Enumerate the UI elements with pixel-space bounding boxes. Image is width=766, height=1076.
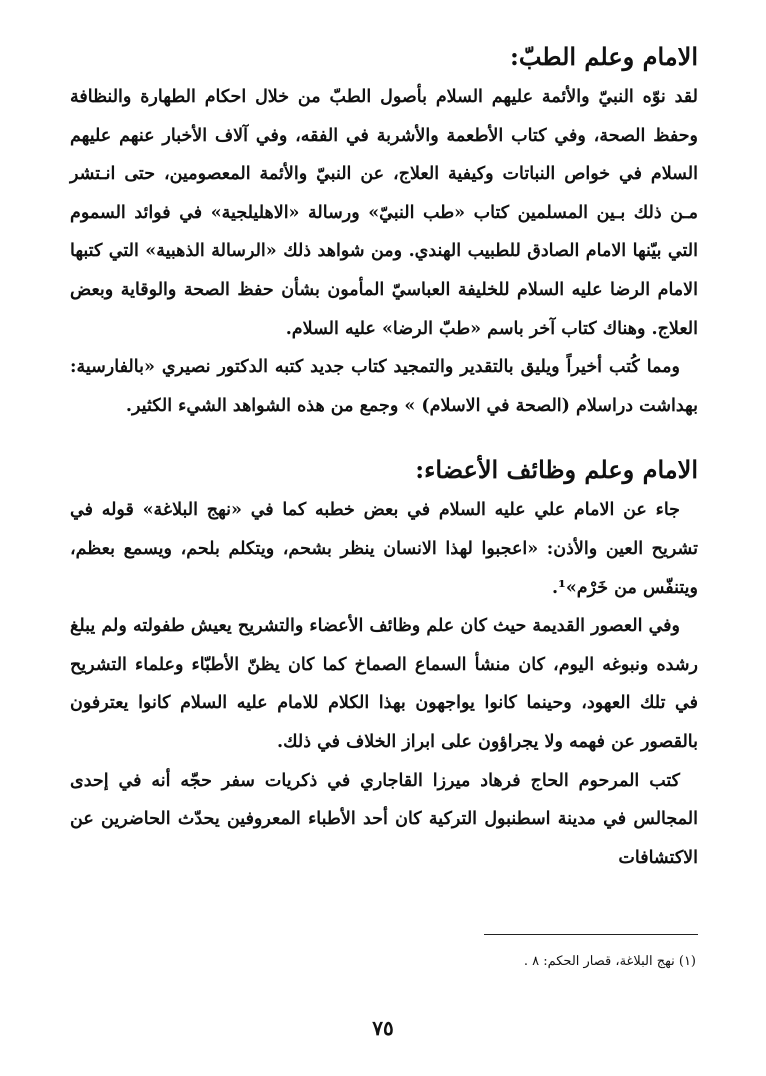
paragraph: وفي العصور القديمة حيث كان علم وظائف الأعضاء والتشريح يعيش طفولته ولم يبلغ رشده ونبوغه اليوم، كان منشأ السماع الصماخ كما كان يظنّ الأطبّاء وعلماء التشريح في تلك العهود، وحينما كانوا يواجهون بهذا الكلام للامام عليه السلام كانوا يعترفون بالقصور عن فهمه ولا يجراؤون على ابراز الخلاف في ذلك. [70,616,698,752]
section-heading-medicine: الامام وعلم الطبّ: [509,42,698,71]
paragraph: كتب المرحوم الحاج فرهاد ميرزا القاجاري في ذكريات سفر حجّه أنه في إحدى المجالس في مدينة اسطنبول التركية كان أحد الأطباء المعروفين يحدّث الحاضرين عن الاكتشافات [70,770,698,868]
footnote-divider [484,934,698,935]
paragraph: جاء عن الامام علي عليه السلام في بعض خطبه كما في «نهج البلاغة» قوله في تشريح العين والأذن: «اعجبوا لهذا الانسان ينظر بشحم، ويتكلم بلحم، ويسمع بعظم، ويتنفّس من خَرْم»¹. [70,500,698,598]
paragraph: ومما كُتب أخيراً ويليق بالتقدير والتمجيد كتاب جديد كتبه الدكتور نصيري «بالفارسية: بهداشت دراسلام (الصحة في الاسلام) » وجمع من هذه الشواهد الشيء الكثير. [70,357,698,416]
section-heading-physiology: الامام وعلم وظائف الأعضاء: [415,455,698,485]
paragraph: لقد نوّه النبيّ والأئمة عليهم السلام بأصول الطبّ من خلال احكام الطهارة والنظافة وحفظ الصحة، وفي كتاب الأطعمة والأشربة في الفقه، وفي آلاف الأخبار عنهم عليهم السلام في خواص النباتات وكيفية العلاج، عن النبيّ والأئمة المعصومين، حتى انـتشر مـن ذلك بـين المسلمين كتاب «طب النبيّ» ورسالة «الاهليلجية» في فوائد السموم التي بيّنها الامام الصادق للطبيب الهندي. ومن شواهد ذلك «الرسالة الذهبية» التي كتبها الامام الرضا عليه السلام للخليفة العباسيّ المأمون بشأن حفظ الصحة والوقاية وبعض العلاج. وهناك كتاب آخر باسم «طبّ الرضا» عليه السلام. [70,87,698,339]
footnote: (١) نهج البلاغة، قصار الحكم: ٨ . [523,954,696,969]
page-number: ٧٥ [372,1016,394,1040]
page-body [70,36,698,877]
